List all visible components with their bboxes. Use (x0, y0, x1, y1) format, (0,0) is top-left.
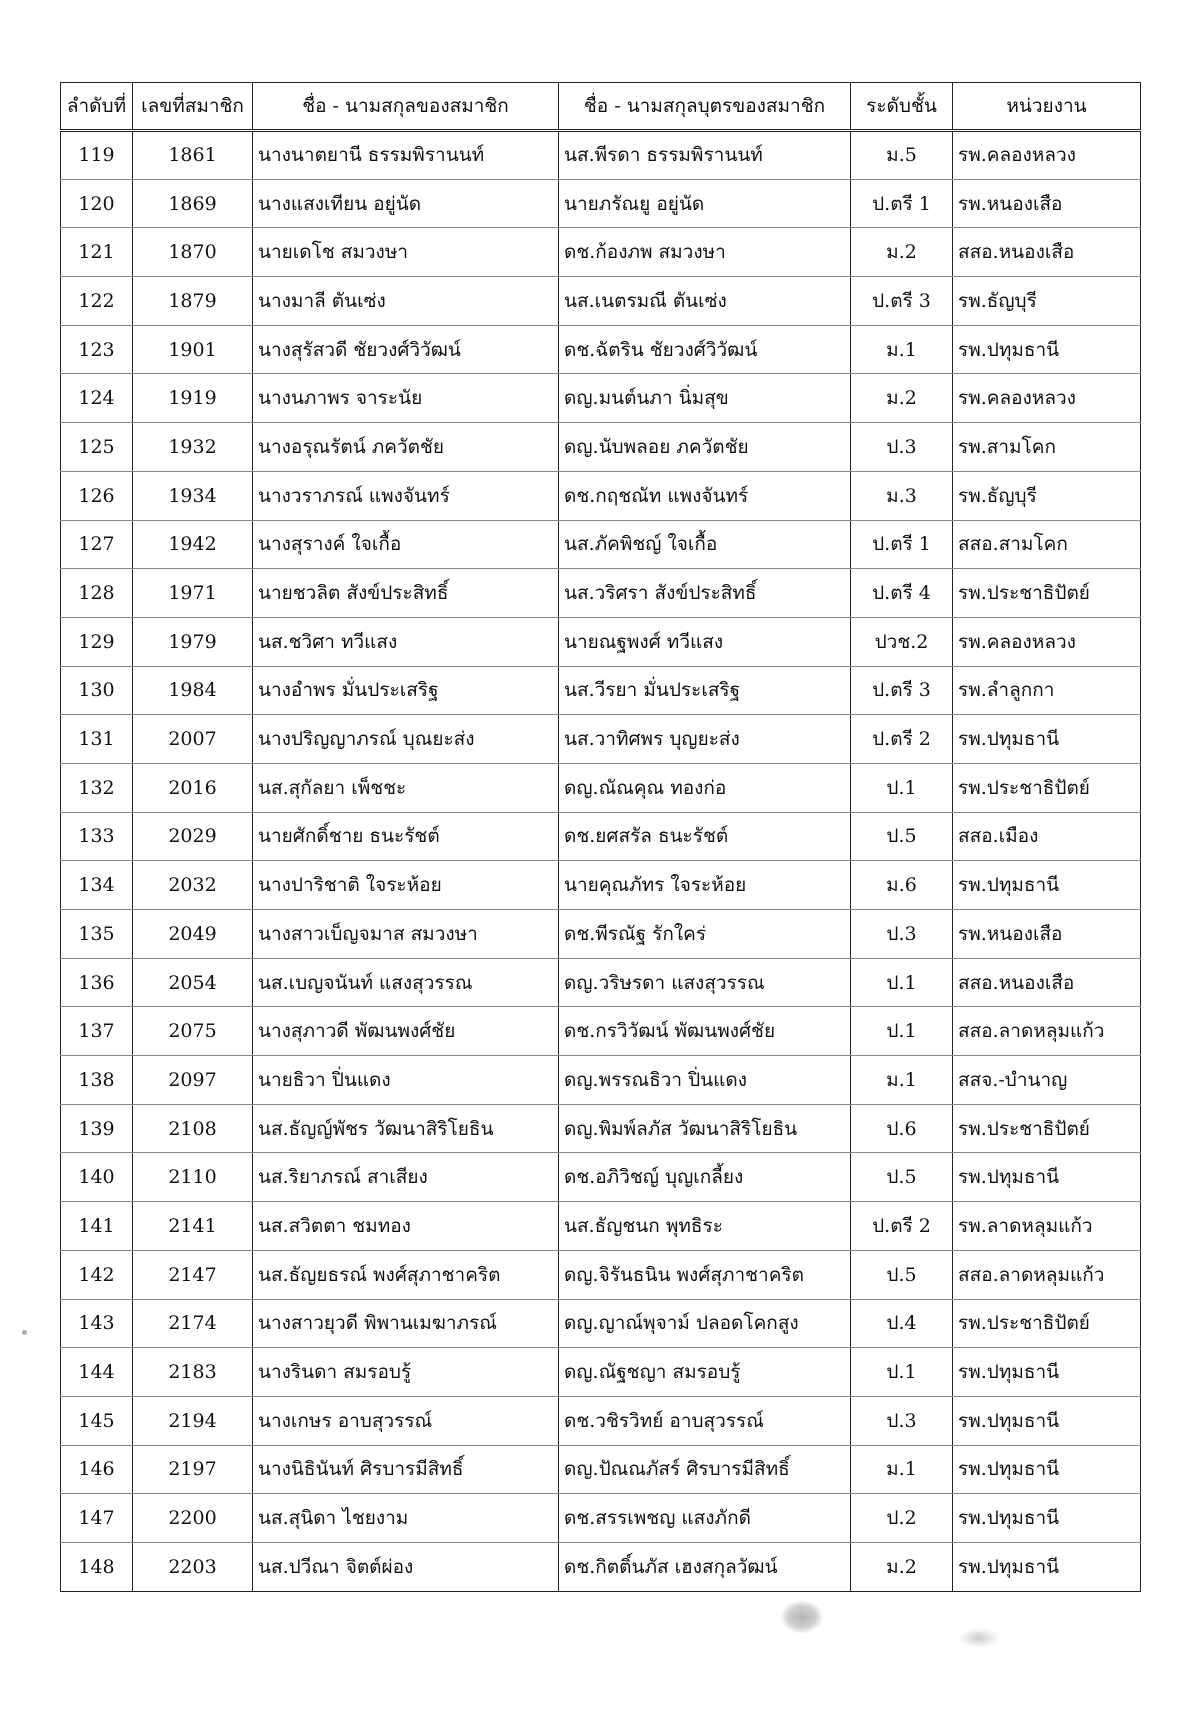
level-cell: ป.3 (851, 1396, 953, 1445)
order-no-cell: 133 (61, 812, 133, 861)
order-no-cell: 122 (61, 277, 133, 326)
member-name-cell: นางปริญญาภรณ์ บุณยะส่ง (253, 715, 559, 764)
member-id-cell: 2203 (133, 1542, 253, 1591)
unit-cell: รพ.หนองเสือ (953, 910, 1141, 959)
header-member-name: ชื่อ - นามสกุลของสมาชิก (253, 83, 559, 131)
unit-cell: รพ.คลองหลวง (953, 374, 1141, 423)
unit-cell: รพ.ปทุมธานี (953, 861, 1141, 910)
child-name-cell: นส.เนตรมณี ตันเซ่ง (559, 277, 851, 326)
member-id-cell: 1869 (133, 179, 253, 228)
order-no-cell: 135 (61, 910, 133, 959)
unit-cell: รพ.สามโคก (953, 423, 1141, 472)
level-cell: ป.ตรี 4 (851, 569, 953, 618)
level-cell: ป.1 (851, 958, 953, 1007)
unit-cell: รพ.ประชาธิปัตย์ (953, 1299, 1141, 1348)
header-order-no: ลำดับที่ (61, 83, 133, 131)
header-unit: หน่วยงาน (953, 83, 1141, 131)
member-name-cell: นส.สุกัลยา เพ็ชชะ (253, 763, 559, 812)
order-no-cell: 124 (61, 374, 133, 423)
child-name-cell: ดช.ฉัตริน ชัยวงศ์วิวัฒน์ (559, 325, 851, 374)
member-name-cell: นางอำพร มั่นประเสริฐ (253, 666, 559, 715)
header-member-id: เลขที่สมาชิก (133, 83, 253, 131)
level-cell: ป.5 (851, 812, 953, 861)
child-name-cell: ดช.กรวิวัฒน์ พัฒนพงศ์ชัย (559, 1007, 851, 1056)
member-name-cell: นางสุภาวดี พัฒนพงศ์ชัย (253, 1007, 559, 1056)
unit-cell: สสอ.ลาดหลุมแก้ว (953, 1250, 1141, 1299)
member-name-cell: นส.ริยาภรณ์ สาเสียง (253, 1153, 559, 1202)
table-row (61, 131, 1141, 180)
order-no-cell: 128 (61, 569, 133, 618)
level-cell: ป.5 (851, 1153, 953, 1202)
member-children-table (60, 82, 1141, 1592)
unit-cell: สสอ.เมือง (953, 812, 1141, 861)
level-cell: ป.ตรี 2 (851, 715, 953, 764)
member-name-cell: นส.สุนิดา ไชยงาม (253, 1494, 559, 1543)
order-no-cell: 143 (61, 1299, 133, 1348)
table-row (61, 277, 1141, 326)
unit-cell: สสจ.-บำนาญ (953, 1056, 1141, 1105)
unit-cell: รพ.ปทุมธานี (953, 1494, 1141, 1543)
child-name-cell: ดช.ยศสรัล ธนะรัชต์ (559, 812, 851, 861)
table-row (61, 1056, 1141, 1105)
order-no-cell: 145 (61, 1396, 133, 1445)
table-body (61, 131, 1141, 1592)
member-name-cell: นางปาริชาติ ใจระห้อย (253, 861, 559, 910)
unit-cell: รพ.ธัญบุรี (953, 277, 1141, 326)
table-row (61, 423, 1141, 472)
level-cell: ม.3 (851, 471, 953, 520)
table-row (61, 910, 1141, 959)
member-id-cell: 1901 (133, 325, 253, 374)
table-row (61, 374, 1141, 423)
order-no-cell: 126 (61, 471, 133, 520)
unit-cell: รพ.ประชาธิปัตย์ (953, 763, 1141, 812)
table-row (61, 666, 1141, 715)
level-cell: ป.2 (851, 1494, 953, 1543)
unit-cell: รพ.ปทุมธานี (953, 1153, 1141, 1202)
child-name-cell: ดช.สรรเพชญ แสงภักดี (559, 1494, 851, 1543)
member-id-cell: 2108 (133, 1104, 253, 1153)
order-no-cell: 136 (61, 958, 133, 1007)
member-id-cell: 1879 (133, 277, 253, 326)
unit-cell: สสอ.หนองเสือ (953, 958, 1141, 1007)
member-name-cell: นางแสงเทียน อยู่นัด (253, 179, 559, 228)
member-id-cell: 1979 (133, 617, 253, 666)
order-no-cell: 131 (61, 715, 133, 764)
child-name-cell: ดญ.จิรันธนิน พงศ์สุภาชาคริต (559, 1250, 851, 1299)
member-id-cell: 2075 (133, 1007, 253, 1056)
child-name-cell: ดช.พีรณัฐ รักใคร่ (559, 910, 851, 959)
unit-cell: รพ.ปทุมธานี (953, 1542, 1141, 1591)
order-no-cell: 147 (61, 1494, 133, 1543)
level-cell: ป.ตรี 1 (851, 179, 953, 228)
child-name-cell: ดช.อภิวิชญ์ บุญเกลี้ยง (559, 1153, 851, 1202)
unit-cell: สสอ.ลาดหลุมแก้ว (953, 1007, 1141, 1056)
unit-cell: รพ.คลองหลวง (953, 131, 1141, 180)
member-name-cell: นางมาลี ตันเซ่ง (253, 277, 559, 326)
order-no-cell: 137 (61, 1007, 133, 1056)
child-name-cell: ดช.กิตติ์นภัส เฮงสกุลวัฒน์ (559, 1542, 851, 1591)
child-name-cell: ดญ.ปัณณภัสร์ ศิรบารมีสิทธิ์ (559, 1445, 851, 1494)
child-name-cell: ดช.วชิรวิทย์ อาบสุวรรณ์ (559, 1396, 851, 1445)
member-name-cell: นางเกษร อาบสุวรรณ์ (253, 1396, 559, 1445)
member-name-cell: นางนภาพร จาระนัย (253, 374, 559, 423)
table-row (61, 763, 1141, 812)
level-cell: ป.ตรี 3 (851, 666, 953, 715)
order-no-cell: 141 (61, 1202, 133, 1251)
table-row (61, 1299, 1141, 1348)
child-name-cell: นายณฐพงศ์ ทวีแสง (559, 617, 851, 666)
header-level: ระดับชั้น (851, 83, 953, 131)
table-row (61, 861, 1141, 910)
level-cell: ป.3 (851, 423, 953, 472)
scan-smudge (780, 1600, 824, 1634)
member-id-cell: 1870 (133, 228, 253, 277)
order-no-cell: 134 (61, 861, 133, 910)
order-no-cell: 125 (61, 423, 133, 472)
member-id-cell: 1984 (133, 666, 253, 715)
child-name-cell: ดญ.พรรณธิวา ปิ่นแดง (559, 1056, 851, 1105)
unit-cell: รพ.ปทุมธานี (953, 1445, 1141, 1494)
member-name-cell: นส.สวิตตา ชมทอง (253, 1202, 559, 1251)
table-row (61, 715, 1141, 764)
child-name-cell: นส.วีรยา มั่นประเสริฐ (559, 666, 851, 715)
order-no-cell: 132 (61, 763, 133, 812)
member-id-cell: 2049 (133, 910, 253, 959)
member-id-cell: 2147 (133, 1250, 253, 1299)
child-name-cell: ดญ.ณัฐชญา สมรอบรู้ (559, 1348, 851, 1397)
level-cell: ม.2 (851, 1542, 953, 1591)
member-id-cell: 1932 (133, 423, 253, 472)
child-name-cell: ดญ.มนต์นภา นิ่มสุข (559, 374, 851, 423)
table-row (61, 1153, 1141, 1202)
member-name-cell: นางนิธินันท์ ศิรบารมีสิทธิ์ (253, 1445, 559, 1494)
child-name-cell: ดญ.พิมพ์ลภัส วัฒนาสิริโยธิน (559, 1104, 851, 1153)
table-row (61, 1104, 1141, 1153)
unit-cell: สสอ.สามโคก (953, 520, 1141, 569)
level-cell: ม.5 (851, 131, 953, 180)
member-id-cell: 2200 (133, 1494, 253, 1543)
member-name-cell: นายเดโช สมวงษา (253, 228, 559, 277)
table-row (61, 569, 1141, 618)
member-id-cell: 1971 (133, 569, 253, 618)
member-name-cell: นายศักดิ์ชาย ธนะรัชต์ (253, 812, 559, 861)
member-name-cell: นส.เบญจนันท์ แสงสุวรรณ (253, 958, 559, 1007)
table-row (61, 812, 1141, 861)
member-name-cell: นส.ชวิศา ทวีแสง (253, 617, 559, 666)
scan-smudge (958, 1628, 1000, 1648)
unit-cell: รพ.ลำลูกกา (953, 666, 1141, 715)
table-row (61, 1007, 1141, 1056)
child-name-cell: ดช.ก้องภพ สมวงษา (559, 228, 851, 277)
table-row (61, 325, 1141, 374)
header-child-name: ชื่อ - นามสกุลบุตรของสมาชิก (559, 83, 851, 131)
child-name-cell: นส.ธัญชนก พุทธิระ (559, 1202, 851, 1251)
member-name-cell: นางอรุณรัตน์ ภควัตชัย (253, 423, 559, 472)
member-id-cell: 1934 (133, 471, 253, 520)
unit-cell: รพ.ปทุมธานี (953, 715, 1141, 764)
level-cell: ม.2 (851, 228, 953, 277)
document-page (60, 82, 1141, 1592)
member-name-cell: นางนาตยานี ธรรมพิรานนท์ (253, 131, 559, 180)
table-row (61, 958, 1141, 1007)
member-name-cell: นางสาวเบ็ญจมาส สมวงษา (253, 910, 559, 959)
order-no-cell: 139 (61, 1104, 133, 1153)
child-name-cell: ดช.กฤชณัท แพงจันทร์ (559, 471, 851, 520)
child-name-cell: นายภรัณยู อยู่นัด (559, 179, 851, 228)
level-cell: ป.1 (851, 763, 953, 812)
child-name-cell: นส.พีรดา ธรรมพิรานนท์ (559, 131, 851, 180)
unit-cell: รพ.ปทุมธานี (953, 325, 1141, 374)
member-name-cell: นางสุรัสวดี ชัยวงศ์วิวัฒน์ (253, 325, 559, 374)
table-row (61, 1396, 1141, 1445)
unit-cell: รพ.ปทุมธานี (953, 1348, 1141, 1397)
level-cell: ป.5 (851, 1250, 953, 1299)
order-no-cell: 142 (61, 1250, 133, 1299)
table-row (61, 179, 1141, 228)
member-id-cell: 2183 (133, 1348, 253, 1397)
level-cell: ปวช.2 (851, 617, 953, 666)
table-row (61, 1542, 1141, 1591)
scan-dot (22, 1330, 27, 1335)
member-id-cell: 2194 (133, 1396, 253, 1445)
member-id-cell: 1919 (133, 374, 253, 423)
order-no-cell: 119 (61, 131, 133, 180)
order-no-cell: 140 (61, 1153, 133, 1202)
member-id-cell: 2197 (133, 1445, 253, 1494)
table-row (61, 520, 1141, 569)
level-cell: ป.1 (851, 1348, 953, 1397)
table-header (61, 83, 1141, 131)
unit-cell: สสอ.หนองเสือ (953, 228, 1141, 277)
header-row (61, 83, 1141, 131)
table-row (61, 1348, 1141, 1397)
table-row (61, 471, 1141, 520)
member-name-cell: นางวราภรณ์ แพงจันทร์ (253, 471, 559, 520)
table-row (61, 228, 1141, 277)
table-row (61, 1250, 1141, 1299)
order-no-cell: 144 (61, 1348, 133, 1397)
level-cell: ม.1 (851, 325, 953, 374)
member-id-cell: 2141 (133, 1202, 253, 1251)
member-id-cell: 2016 (133, 763, 253, 812)
order-no-cell: 123 (61, 325, 133, 374)
order-no-cell: 120 (61, 179, 133, 228)
child-name-cell: ดญ.ญาณ์พุจาม์ ปลอดโคกสูง (559, 1299, 851, 1348)
member-id-cell: 2174 (133, 1299, 253, 1348)
child-name-cell: ดญ.วริษรดา แสงสุวรรณ (559, 958, 851, 1007)
member-name-cell: นส.ปวีณา จิตต์ผ่อง (253, 1542, 559, 1591)
member-name-cell: นายชวลิต สังข์ประสิทธิ์ (253, 569, 559, 618)
child-name-cell: ดญ.นับพลอย ภควัตชัย (559, 423, 851, 472)
member-id-cell: 2097 (133, 1056, 253, 1105)
member-id-cell: 1861 (133, 131, 253, 180)
member-name-cell: นางรินดา สมรอบรู้ (253, 1348, 559, 1397)
unit-cell: รพ.ประชาธิปัตย์ (953, 569, 1141, 618)
level-cell: ม.1 (851, 1056, 953, 1105)
member-id-cell: 2032 (133, 861, 253, 910)
order-no-cell: 138 (61, 1056, 133, 1105)
member-id-cell: 2110 (133, 1153, 253, 1202)
member-id-cell: 2007 (133, 715, 253, 764)
child-name-cell: ดญ.ณัณคุณ ทองก่อ (559, 763, 851, 812)
member-id-cell: 2054 (133, 958, 253, 1007)
level-cell: ม.2 (851, 374, 953, 423)
table-row (61, 1445, 1141, 1494)
unit-cell: รพ.ธัญบุรี (953, 471, 1141, 520)
level-cell: ม.6 (851, 861, 953, 910)
member-name-cell: นางสาวยุวดี พิพานเมฆาภรณ์ (253, 1299, 559, 1348)
level-cell: ป.6 (851, 1104, 953, 1153)
member-name-cell: นางสุรางค์ ใจเกื้อ (253, 520, 559, 569)
order-no-cell: 146 (61, 1445, 133, 1494)
order-no-cell: 130 (61, 666, 133, 715)
unit-cell: รพ.ประชาธิปัตย์ (953, 1104, 1141, 1153)
child-name-cell: นายคุณภัทร ใจระห้อย (559, 861, 851, 910)
member-name-cell: นส.ธัญยธรณ์ พงศ์สุภาชาคริต (253, 1250, 559, 1299)
member-id-cell: 2029 (133, 812, 253, 861)
level-cell: ป.ตรี 3 (851, 277, 953, 326)
table-row (61, 1494, 1141, 1543)
unit-cell: รพ.ปทุมธานี (953, 1396, 1141, 1445)
order-no-cell: 121 (61, 228, 133, 277)
member-id-cell: 1942 (133, 520, 253, 569)
order-no-cell: 127 (61, 520, 133, 569)
unit-cell: รพ.หนองเสือ (953, 179, 1141, 228)
unit-cell: รพ.ลาดหลุมแก้ว (953, 1202, 1141, 1251)
member-name-cell: นายธิวา ปิ่นแดง (253, 1056, 559, 1105)
level-cell: ป.ตรี 2 (851, 1202, 953, 1251)
table-row (61, 617, 1141, 666)
order-no-cell: 129 (61, 617, 133, 666)
child-name-cell: นส.วริศรา สังข์ประสิทธิ์ (559, 569, 851, 618)
member-name-cell: นส.ธัญญ์พัชร วัฒนาสิริโยธิน (253, 1104, 559, 1153)
level-cell: ม.1 (851, 1445, 953, 1494)
level-cell: ป.ตรี 1 (851, 520, 953, 569)
level-cell: ป.1 (851, 1007, 953, 1056)
child-name-cell: นส.ภัคพิชญ์ ใจเกื้อ (559, 520, 851, 569)
level-cell: ป.4 (851, 1299, 953, 1348)
table-row (61, 1202, 1141, 1251)
level-cell: ป.3 (851, 910, 953, 959)
unit-cell: รพ.คลองหลวง (953, 617, 1141, 666)
order-no-cell: 148 (61, 1542, 133, 1591)
child-name-cell: นส.วาทิศพร บุญยะส่ง (559, 715, 851, 764)
